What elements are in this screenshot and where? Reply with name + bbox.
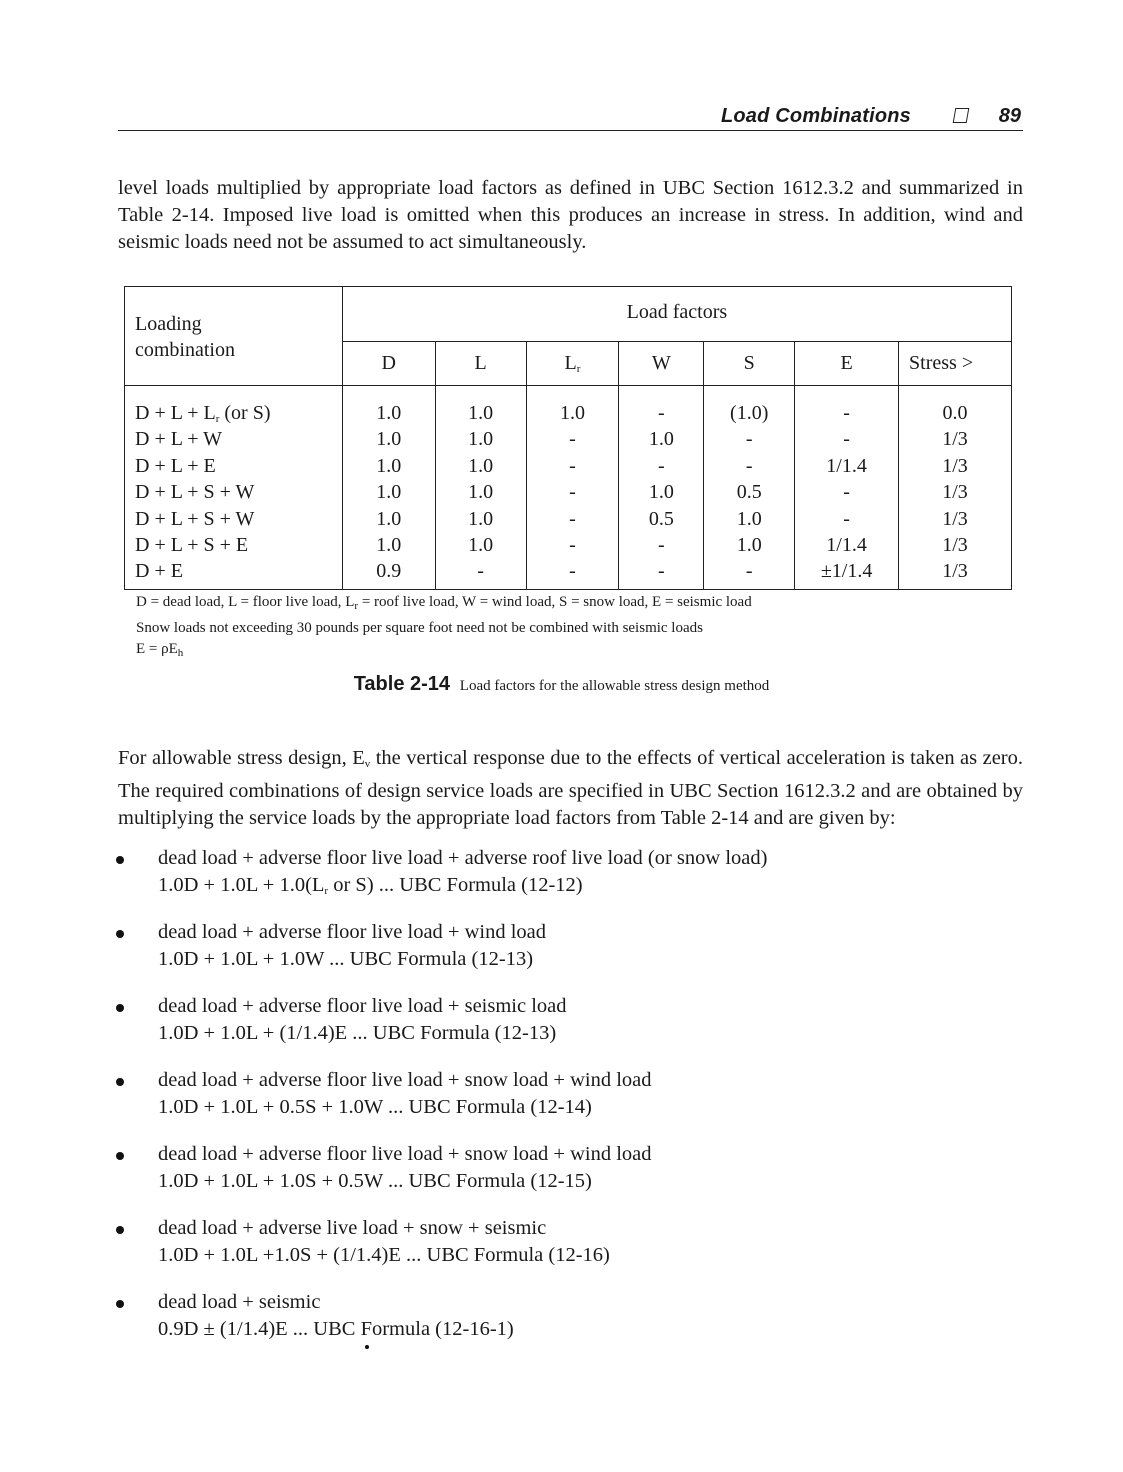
section-title: Load Combinations — [720, 105, 911, 127]
list-item — [118, 1141, 1023, 1201]
factor-cell-s: - — [745, 454, 753, 477]
square-icon — [953, 108, 970, 123]
factor-cell-w: - — [657, 454, 665, 477]
factor-cell-stress: 1/3 — [942, 481, 968, 504]
list-item — [118, 919, 1023, 979]
combo-header-line1: Loading — [135, 313, 202, 335]
bullet-icon — [116, 1004, 124, 1012]
combination-formula: 1.0D + 1.0L + (1/1.4)E ... UBC Formula (12-13) — [158, 1022, 557, 1044]
combination-formula: 1.0D + 1.0L +1.0S + (1/1.4)E ... UBC Formula (12-16) — [158, 1244, 610, 1266]
factor-cell-w: - — [657, 533, 665, 556]
combination-formula: 1.0D + 1.0L + 1.0W ... UBC Formula (12-13) — [158, 948, 534, 970]
combination-cell: D + L + S + W — [135, 481, 255, 504]
bullet-icon — [116, 856, 124, 864]
bullet-icon — [116, 1078, 124, 1086]
combination-formula: $1.0D + 1.0L + 1.0(L_r$ or S) ... UBC Formula (12-12) — [158, 874, 583, 897]
factor-cell-w: - — [657, 402, 665, 424]
combination-cell: D + L + E — [135, 454, 216, 477]
factor-cell-s: - — [745, 428, 753, 451]
combination-formula: 0.9D ± (1/1.4)E ... UBC Formula (12-16-1) — [158, 1318, 514, 1340]
list-item — [118, 993, 1023, 1053]
factor-cell-lr: - — [569, 481, 576, 504]
factor-cell-l: 1.0 — [468, 533, 494, 556]
factor-cell-w: 1.0 — [648, 428, 674, 451]
combination-formula: 1.0D + 1.0L + 1.0S + 0.5W ... UBC Formula (12-15) — [158, 1170, 592, 1192]
factor-cell-s: (1.0) — [730, 402, 769, 424]
factor-cell-d: 1.0 — [376, 454, 402, 477]
factor-cell-s: - — [745, 560, 753, 583]
factor-cell-s: 0.5 — [736, 481, 762, 504]
list-item — [118, 1289, 1023, 1349]
factor-cell-lr: - — [569, 533, 576, 556]
e-definition: $E = \rho E_h$ — [136, 641, 184, 659]
combination-description: dead load + adverse floor live load + seismic load — [158, 995, 567, 1017]
col-header-L: L — [435, 342, 526, 386]
stress-column — [899, 386, 1012, 590]
factor-cell-e: - — [843, 507, 850, 530]
combo-header-line2: combination — [135, 339, 235, 361]
e-column — [795, 386, 899, 590]
table-caption — [0, 673, 1123, 696]
table-notes — [136, 592, 752, 665]
combination-description: dead load + adverse floor live load + snow load + wind load — [158, 1069, 652, 1091]
factor-cell-l: 1.0 — [468, 454, 494, 477]
w-column — [619, 386, 704, 590]
l-column — [435, 386, 526, 590]
header-load-factors: Load factors — [342, 287, 1011, 342]
factor-cell-stress: 0.0 — [942, 402, 968, 424]
factor-cell-d: 1.0 — [376, 507, 402, 530]
d-column — [342, 386, 435, 590]
factor-cell-l: - — [477, 560, 484, 583]
combination-formula: 1.0D + 1.0L + 0.5S + 1.0W ... UBC Formula (12-14) — [158, 1096, 592, 1118]
combination-description: dead load + adverse live load + snow + seismic — [158, 1217, 547, 1239]
page-number: 89 — [998, 105, 1021, 127]
col-header-Lr: $L_r$ — [526, 342, 619, 386]
factor-cell-stress: 1/3 — [942, 533, 968, 556]
factor-cell-s: 1.0 — [736, 533, 762, 556]
factor-cell-d: 1.0 — [376, 402, 402, 424]
factor-cell-stress: 1/3 — [942, 428, 968, 451]
factor-cell-l: 1.0 — [468, 481, 494, 504]
factor-cell-d: 1.0 — [376, 533, 402, 556]
factor-cell-w: 1.0 — [648, 481, 674, 504]
combination-cell: D + E — [135, 560, 183, 583]
combination-description: dead load + adverse floor live load + adverse roof live load (or snow load) — [158, 847, 768, 869]
caption-text: Load factors for the allowable stress design method — [459, 678, 770, 694]
print-speck — [365, 1345, 369, 1349]
load-factors-table — [124, 286, 1012, 590]
combination-cell: D + L + W — [135, 428, 222, 451]
factor-cell-s: 1.0 — [736, 507, 762, 530]
list-item — [118, 1215, 1023, 1275]
factor-cell-stress: 1/3 — [942, 454, 968, 477]
col-header-E: E — [795, 342, 899, 386]
factor-cell-l: 1.0 — [468, 507, 494, 530]
combination-column — [125, 386, 343, 590]
combination-description: dead load + seismic — [158, 1291, 321, 1313]
load-combination-list — [118, 845, 1023, 1363]
symbol-legend: D = dead load, L = floor live load, $L_r$ = roof live load, W = wind load, S = snow load, E = seismic load — [136, 594, 752, 612]
factor-cell-lr: - — [569, 560, 576, 583]
factor-cell-d: 1.0 — [376, 481, 402, 504]
combination-cell: $D + L + L_r$ (or S) — [135, 402, 271, 425]
table-body-row — [125, 386, 1012, 590]
col-header-S: S — [704, 342, 795, 386]
s-column — [704, 386, 795, 590]
factor-cell-lr: 1.0 — [559, 402, 585, 424]
factor-cell-lr: - — [569, 507, 576, 530]
bullet-icon — [116, 1226, 124, 1234]
lr-column — [526, 386, 619, 590]
factor-cell-e: - — [843, 428, 850, 451]
bullet-icon — [116, 930, 124, 938]
factor-cell-stress: 1/3 — [942, 507, 968, 530]
factor-cell-w: 0.5 — [648, 507, 674, 530]
factor-cell-l: 1.0 — [468, 428, 494, 451]
factor-cell-l: 1.0 — [468, 402, 494, 424]
factor-cell-lr: - — [569, 454, 576, 477]
factor-cell-d: 0.9 — [376, 560, 402, 583]
list-item — [118, 1067, 1023, 1127]
factor-cell-e: - — [843, 402, 850, 424]
table-number: Table 2-14 — [353, 673, 451, 695]
col-header-W: W — [619, 342, 704, 386]
bullet-icon — [116, 1152, 124, 1160]
factor-cell-e: 1/1.4 — [826, 533, 867, 556]
combination-description: dead load + adverse floor live load + wind load — [158, 921, 547, 943]
combination-description: dead load + adverse floor live load + snow load + wind load — [158, 1143, 652, 1165]
col-header-stress: Stress > — [899, 342, 1012, 386]
snow-note: Snow loads not exceeding 30 pounds per square foot need not be combined with seismic loads — [136, 619, 703, 636]
list-item — [118, 845, 1023, 905]
running-header — [118, 103, 1023, 131]
combination-cell: D + L + S + E — [135, 533, 249, 556]
factor-cell-e: 1/1.4 — [826, 454, 867, 477]
factor-cell-d: 1.0 — [376, 428, 402, 451]
combination-cell: D + L + S + W — [135, 507, 255, 530]
body-paragraph: For allowable stress design, $E_v$ the vertical response due to the effects of vertical acceleration is taken as zero. The required combinations of design service loads are specified in UBC Section 1612.3.2 and are obtained by multiplying the service loads by the appropriate load factors from Table 2-14 and are given by: — [118, 746, 1023, 829]
factor-cell-w: - — [657, 560, 665, 583]
factor-cell-e: ±1/1.4 — [820, 560, 873, 583]
col-header-D: D — [342, 342, 435, 386]
factor-cell-e: - — [843, 481, 850, 504]
factor-cell-lr: - — [569, 428, 576, 451]
header-loading-combination — [125, 287, 343, 386]
factor-cell-stress: 1/3 — [942, 560, 968, 583]
intro-paragraph: level loads multiplied by appropriate load factors as defined in UBC Section 1612.3.2 and summarized in Table 2-14. Imposed live load is omitted when this produces an increase in stress. In addition, wind and seismic loads need not be assumed to act simultaneously. — [118, 176, 1023, 253]
bullet-icon — [116, 1300, 124, 1308]
